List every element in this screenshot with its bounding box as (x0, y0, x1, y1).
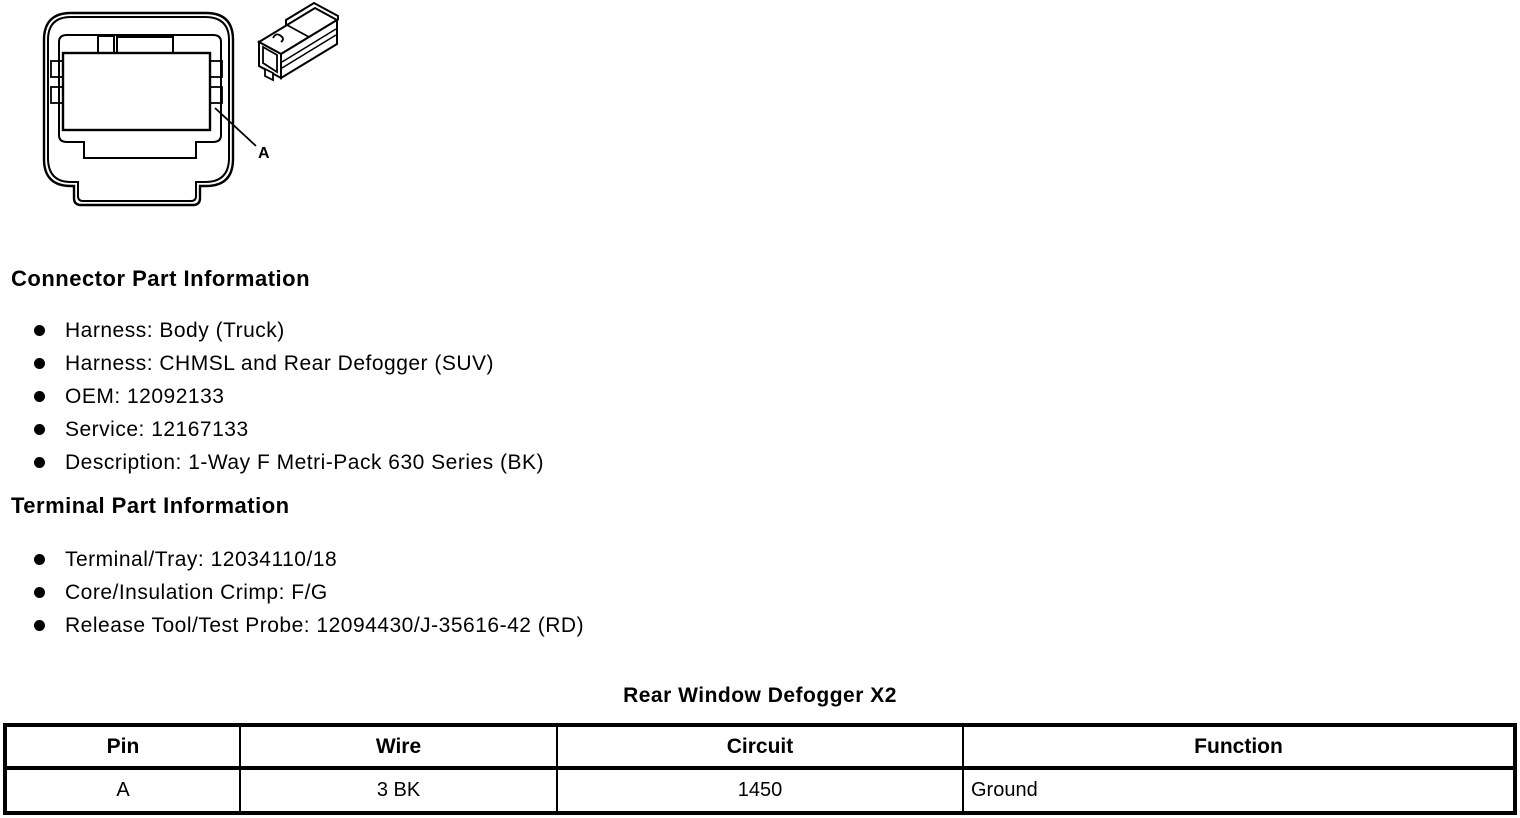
bullet-icon (34, 391, 45, 402)
terminal-info-list (0, 543, 584, 642)
list-item (0, 314, 544, 347)
cavity-label: A (258, 145, 270, 162)
list-item (0, 446, 544, 479)
cell-circuit: 1450 (557, 768, 963, 813)
column-header-pin: Pin (5, 725, 240, 768)
cell-pin: A (5, 768, 240, 813)
connector-diagram (0, 0, 380, 230)
terminal-part-information-heading: Terminal Part Information (11, 493, 290, 518)
column-header-function: Function (963, 725, 1515, 768)
table-header-row (5, 725, 1515, 768)
list-item-text: OEM: 12092133 (65, 384, 225, 408)
bullet-icon (34, 325, 45, 336)
list-item-text: Harness: Body (Truck) (65, 318, 285, 342)
bullet-icon (34, 424, 45, 435)
column-header-circuit: Circuit (557, 725, 963, 768)
connector-info-list (0, 314, 544, 479)
bullet-icon (34, 457, 45, 468)
cavity-a (63, 53, 210, 130)
pinout-table (3, 723, 1517, 815)
list-item (0, 413, 544, 446)
list-item (0, 576, 584, 609)
list-item-text: Service: 12167133 (65, 417, 249, 441)
bullet-icon (34, 358, 45, 369)
connector-part-information-heading: Connector Part Information (11, 266, 311, 291)
column-header-wire: Wire (240, 725, 557, 768)
cell-function: Ground (963, 768, 1515, 813)
bullet-icon (34, 587, 45, 598)
connector-front-view (44, 13, 233, 205)
list-item-text: Terminal/Tray: 12034110/18 (65, 547, 338, 571)
bullet-icon (34, 554, 45, 565)
list-item-text: Description: 1-Way F Metri-Pack 630 Series (BK) (65, 450, 545, 474)
list-item-text: Release Tool/Test Probe: 12094430/J-35616-42 (RD) (65, 613, 585, 637)
table-row (5, 768, 1515, 813)
connector-3d-view (259, 3, 338, 80)
list-item (0, 543, 584, 576)
cell-wire: 3 BK (240, 768, 557, 813)
bullet-icon (34, 620, 45, 631)
list-item (0, 380, 544, 413)
list-item-text: Harness: CHMSL and Rear Defogger (SUV) (65, 351, 495, 375)
list-item-text: Core/Insulation Crimp: F/G (65, 580, 328, 604)
table-title: Rear Window Defogger X2 (623, 684, 897, 707)
list-item (0, 347, 544, 380)
list-item (0, 609, 584, 642)
